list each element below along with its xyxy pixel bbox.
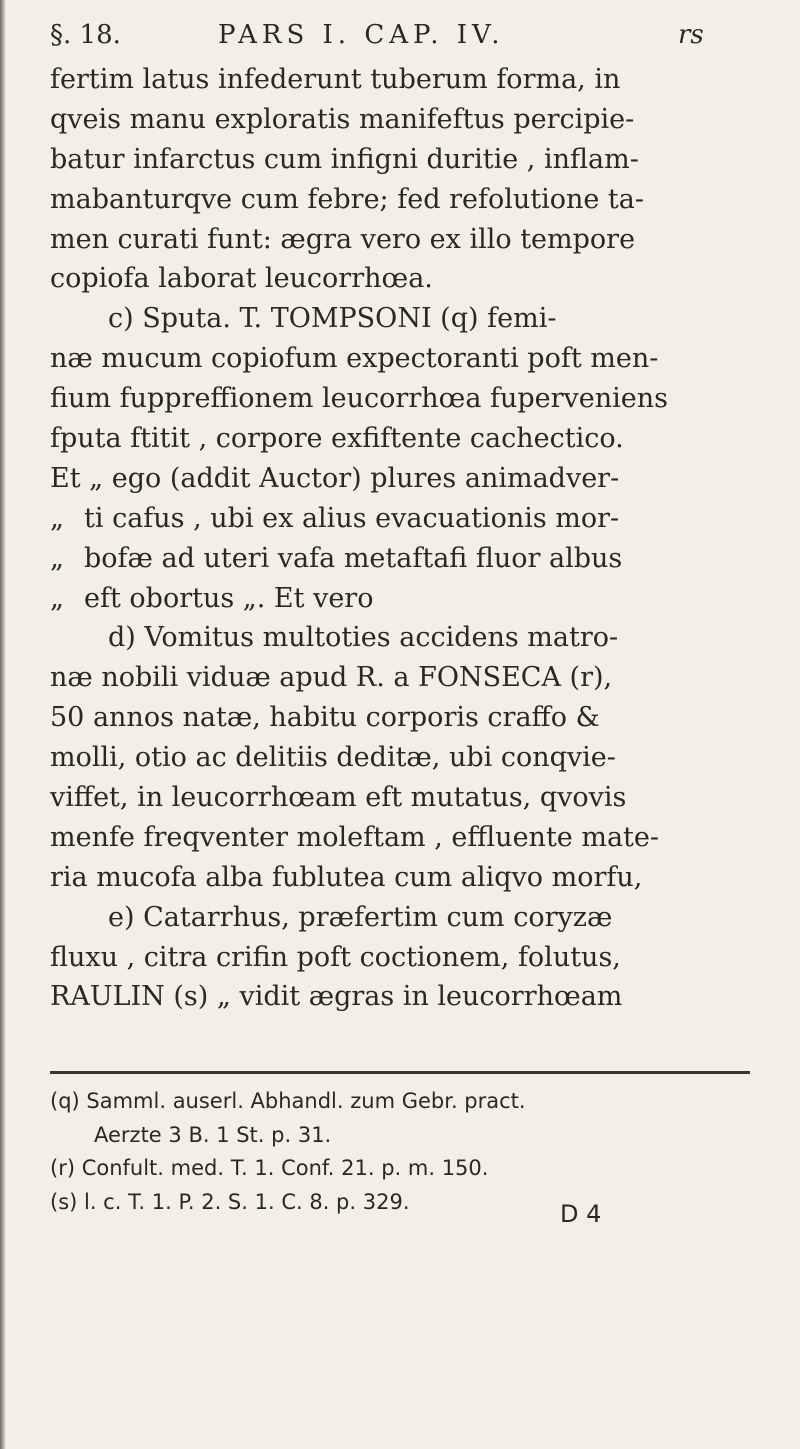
quote-mark: „ xyxy=(50,502,64,534)
quote-mark: „ xyxy=(50,542,64,574)
text-line xyxy=(50,618,750,658)
running-header xyxy=(50,20,740,60)
signature-mark: D 4 xyxy=(560,1200,602,1228)
text-line xyxy=(50,220,750,260)
text-line xyxy=(50,977,750,1017)
footnotes xyxy=(50,1085,750,1219)
line-text: copiofa laborat leucorrhœa. xyxy=(50,263,433,295)
footnote-line: (s) l. c. T. 1. P. 2. S. 1. C. 8. p. 329. xyxy=(50,1189,410,1214)
text-line xyxy=(50,898,750,938)
body-text xyxy=(50,60,750,1017)
text-line xyxy=(50,658,750,698)
line-text: d) Vomitus multoties accidens matro- xyxy=(108,622,619,654)
footnote-line: (q) Samml. auserl. Abhandl. zum Gebr. pract. xyxy=(50,1089,526,1113)
text-line xyxy=(50,339,750,379)
line-text: qveis manu exploratis manifeftus percipie- xyxy=(50,103,635,135)
text-line xyxy=(50,459,750,499)
text-line xyxy=(50,60,750,100)
text-line xyxy=(50,379,750,419)
text-line xyxy=(50,299,750,339)
footnote-line: Aerzte 3 B. 1 St. p. 31. xyxy=(94,1122,332,1147)
section-number: §. 18. xyxy=(50,20,121,50)
page-edge-shadow xyxy=(0,0,6,1449)
line-text: fputa ftitit , corpore exfiftente cachectico. xyxy=(50,423,624,455)
footnote-rule xyxy=(50,1071,750,1074)
text-line xyxy=(50,938,750,978)
line-text: fertim latus infederunt tuberum forma, in xyxy=(50,64,621,95)
line-text: viffet, in leucorrhœam eft mutatus, qvovis xyxy=(50,782,627,814)
line-text: fluxu , citra crifin poft coctionem, folutus, xyxy=(50,941,621,973)
line-text: næ mucum copiofum expectoranti poft men- xyxy=(50,343,659,375)
line-text: RAULIN (s) „ vidit ægras in leucorrhœam xyxy=(50,981,623,1013)
quote-mark: „ xyxy=(50,582,64,614)
line-text: batur infarctus cum infigni duritie , inflam- xyxy=(50,143,639,175)
folio-mark: rs xyxy=(678,20,704,50)
text-line xyxy=(50,738,750,778)
line-text: bofæ ad uteri vafa metaftafi fluor albus xyxy=(84,542,623,574)
line-text: ti cafus , ubi ex alius evacuationis mor- xyxy=(84,502,620,534)
text-line xyxy=(50,419,750,459)
line-text: 50 annos natæ, habitu corporis craffo & xyxy=(50,702,600,734)
line-text: e) Catarrhus, præfertim cum coryzæ xyxy=(108,901,613,933)
running-title: PARS I. CAP. IV. xyxy=(218,20,505,50)
text-line xyxy=(50,778,750,818)
line-text: Et „ ego (addit Auctor) plures animadver- xyxy=(50,462,620,494)
text-line xyxy=(50,499,750,539)
text-line xyxy=(50,818,750,858)
line-text: c) Sputa. T. TOMPSONI (q) femi- xyxy=(108,303,557,335)
line-text: fium fuppreffionem leucorrhœa fuperveniens xyxy=(50,383,669,415)
line-text: mabanturqve cum febre; fed refolutione ta- xyxy=(50,183,644,215)
text-line xyxy=(50,180,750,220)
line-text: molli, otio ac delitiis deditæ, ubi conqvie- xyxy=(50,742,616,774)
text-line xyxy=(50,858,750,898)
line-text: næ nobili viduæ apud R. a FONSECA (r), xyxy=(50,662,613,694)
text-line xyxy=(50,100,750,140)
text-line xyxy=(50,698,750,738)
text-line xyxy=(50,579,750,619)
text-line xyxy=(50,140,750,180)
line-text: men curati funt: ægra vero ex illo tempore xyxy=(50,223,636,255)
line-text: eft obortus „. Et vero xyxy=(84,582,374,614)
text-line xyxy=(50,539,750,579)
line-text: ria mucofa alba fublutea cum aliqvo morfu, xyxy=(50,861,643,893)
footnote-line: (r) Confult. med. T. 1. Conf. 21. p. m. 150. xyxy=(50,1156,489,1180)
line-text: menfe freqventer moleftam , effluente mate- xyxy=(50,821,660,853)
text-line xyxy=(50,259,750,299)
